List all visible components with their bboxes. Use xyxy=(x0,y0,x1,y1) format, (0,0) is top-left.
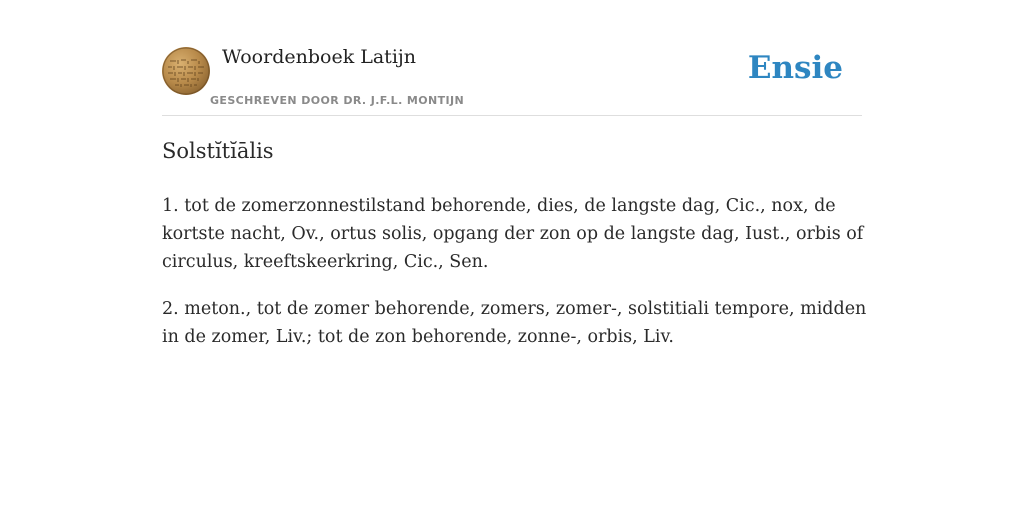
brand-logo-link[interactable]: Ensie xyxy=(747,50,843,86)
definition-2: 2. meton., tot de zomer behorende, zomers, zomer-, solstitiali tempore, midden in de zomer, Liv.; tot de zon behorende, zonne-, orbis, Liv. xyxy=(162,299,867,347)
author-byline: GESCHREVEN DOOR DR. J.F.L. MONTIJN xyxy=(210,94,465,107)
site-title[interactable]: Woordenboek Latijn xyxy=(222,46,417,68)
entry-title: Solstĭtĭālis xyxy=(162,139,274,163)
header xyxy=(162,40,862,116)
definition-1: 1. tot de zomerzonnestilstand behorende, dies, de langste dag, Cic., nox, de kortste nacht, Ov., ortus solis, opgang der zon op de langste dag, Iust., orbis of circulus, kreeftskeerkring, Cic., Sen. xyxy=(162,196,864,272)
ancient-coin-icon[interactable] xyxy=(162,47,210,95)
